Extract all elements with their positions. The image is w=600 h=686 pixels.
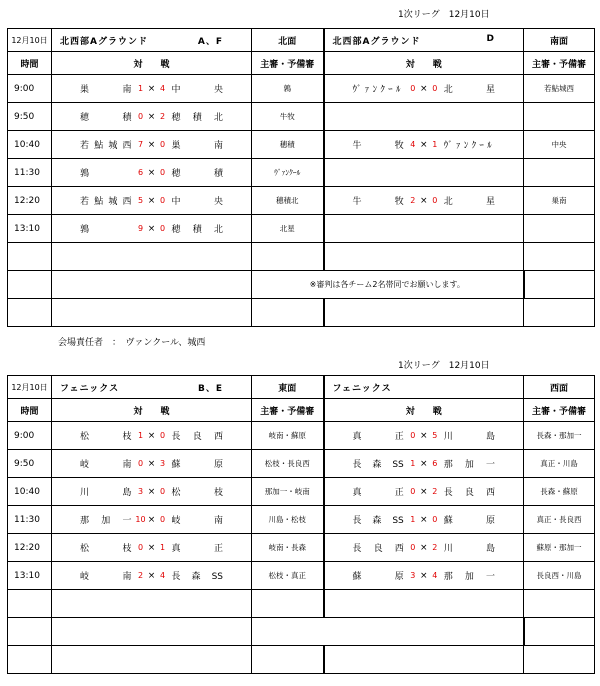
- match-row: [8, 422, 595, 450]
- score-b: 1: [432, 140, 438, 149]
- team-a: 川 島: [80, 488, 132, 498]
- score-a: 1: [410, 459, 416, 468]
- score-b: 2: [432, 487, 438, 496]
- score-a: 7: [137, 140, 144, 149]
- caption-2: 1次リーグ 12月10日: [398, 361, 490, 371]
- score-a: 4: [410, 140, 416, 149]
- team-a: 鶉: [80, 169, 90, 179]
- right-venue-name: フェニックス: [332, 383, 392, 394]
- score-b: 0: [159, 140, 166, 149]
- score-b: 0: [159, 196, 166, 205]
- referee-note: ※審判は各チーム2名帯同でお願いします。: [252, 271, 524, 299]
- match-header: 対 戦: [324, 399, 524, 422]
- team-a: 真 正: [352, 488, 404, 498]
- versus-mark: ×: [147, 195, 156, 206]
- versus-mark: ×: [147, 83, 156, 94]
- score-b: 2: [432, 543, 438, 552]
- team-b: 川 島: [443, 544, 495, 554]
- versus-mark: ×: [147, 514, 156, 525]
- versus-mark: ×: [147, 223, 156, 234]
- team-b: 長森SS: [171, 572, 223, 582]
- score-b: 0: [159, 515, 166, 524]
- match-header: 対 戦: [324, 52, 524, 75]
- right-referee-cell: 中央: [524, 131, 595, 159]
- left-match-cell: [52, 562, 252, 590]
- right-referee-cell: [524, 215, 595, 243]
- time-cell: 13:10: [8, 215, 52, 243]
- team-b: 中 央: [171, 85, 223, 95]
- score-b: 2: [159, 112, 166, 121]
- right-match-cell: [324, 159, 524, 187]
- score-a: 3: [137, 487, 144, 496]
- left-side-label: 東面: [252, 376, 324, 399]
- date-cell: 12月10日: [8, 376, 52, 399]
- score-b: 0: [159, 431, 166, 440]
- score-b: 0: [159, 168, 166, 177]
- left-courts: B、E: [197, 383, 223, 394]
- match-row: [8, 450, 595, 478]
- team-b: 穂 積: [171, 169, 223, 179]
- score-b: 4: [432, 571, 438, 580]
- score-b: 0: [432, 515, 438, 524]
- versus-mark: ×: [147, 458, 156, 469]
- right-match-cell: [324, 506, 524, 534]
- empty-row: [8, 590, 595, 618]
- right-referee-cell: 長良西・川島: [524, 562, 595, 590]
- score-a: 0: [410, 487, 416, 496]
- venue-manager: 会場責任者 ： ヴァンクール、城西: [58, 338, 206, 348]
- left-referee-cell: 北星: [252, 215, 324, 243]
- left-match-cell: [52, 506, 252, 534]
- versus-mark: ×: [147, 570, 156, 581]
- team-b: 松 枝: [171, 488, 223, 498]
- score-b: 1: [159, 543, 166, 552]
- team-a: 松 枝: [80, 432, 132, 442]
- team-b: 巣 南: [171, 141, 223, 151]
- time-cell: 9:50: [8, 103, 52, 131]
- empty-row: [8, 243, 595, 271]
- left-referee-cell: 那加一・岐南: [252, 478, 324, 506]
- score-a: 2: [137, 571, 144, 580]
- team-a: 鶉: [80, 225, 90, 235]
- team-a: 真 正: [352, 432, 404, 442]
- left-match-cell: [52, 422, 252, 450]
- versus-mark: ×: [147, 111, 156, 122]
- match-row: [8, 187, 595, 215]
- score-a: 2: [410, 196, 416, 205]
- left-courts: A、F: [197, 36, 223, 47]
- team-a: 若鮎城西: [80, 197, 132, 207]
- team-a: 穂 積: [80, 113, 132, 123]
- match-row: [8, 103, 595, 131]
- team-a: ｳﾞｧﾝｸｰﾙ: [352, 85, 404, 95]
- match-header: 対 戦: [52, 399, 252, 422]
- left-match-cell: [52, 534, 252, 562]
- team-a: 長良西: [352, 544, 404, 554]
- right-match-cell: [324, 450, 524, 478]
- versus-mark: ×: [147, 486, 156, 497]
- versus-mark: ×: [419, 195, 428, 206]
- time-cell: 9:50: [8, 450, 52, 478]
- referee-header: 主審・予備審: [252, 52, 324, 75]
- score-a: 1: [137, 431, 144, 440]
- right-match-cell: [324, 562, 524, 590]
- score-b: 0: [159, 487, 166, 496]
- team-a: 牛 牧: [352, 197, 404, 207]
- score-b: 0: [159, 224, 166, 233]
- team-a: 那加一: [80, 516, 132, 526]
- versus-mark: ×: [419, 83, 428, 94]
- team-b: 真 正: [171, 544, 223, 554]
- score-a: 0: [410, 84, 416, 93]
- right-referee-cell: [524, 103, 595, 131]
- score-a: 5: [137, 196, 144, 205]
- time-cell: 12:20: [8, 534, 52, 562]
- match-row: [8, 534, 595, 562]
- referee-header: 主審・予備審: [524, 52, 595, 75]
- date-cell: 12月10日: [8, 29, 52, 52]
- left-side-label: 北面: [252, 29, 324, 52]
- right-referee-cell: 巣南: [524, 187, 595, 215]
- match-row: [8, 506, 595, 534]
- right-match-cell: [324, 75, 524, 103]
- right-referee-cell: 真正・長良西: [524, 506, 595, 534]
- team-b: 長良西: [171, 432, 223, 442]
- team-a: 岐 南: [80, 460, 132, 470]
- team-a: 巣 南: [80, 85, 132, 95]
- score-a: 1: [137, 84, 144, 93]
- left-referee-cell: 岐南・長森: [252, 534, 324, 562]
- score-a: 0: [137, 543, 144, 552]
- match-header: 対 戦: [52, 52, 252, 75]
- match-row: [8, 215, 595, 243]
- versus-mark: ×: [147, 139, 156, 150]
- left-venue-name: フェニックス: [60, 383, 120, 394]
- right-match-cell: [324, 187, 524, 215]
- team-b: 那加一: [443, 460, 495, 470]
- team-b: ｳﾞｧﾝｸｰﾙ: [443, 141, 495, 151]
- time-cell: 9:00: [8, 422, 52, 450]
- referee-header: 主審・予備審: [252, 399, 324, 422]
- left-referee-cell: 川島・松枝: [252, 506, 324, 534]
- left-match-cell: [52, 103, 252, 131]
- time-cell: 12:20: [8, 187, 52, 215]
- score-b: 4: [159, 84, 166, 93]
- left-referee-cell: 松枝・真正: [252, 562, 324, 590]
- left-venue-header: [52, 29, 252, 52]
- versus-mark: ×: [147, 430, 156, 441]
- left-match-cell: [52, 131, 252, 159]
- left-match-cell: [52, 75, 252, 103]
- left-referee-cell: 鶉: [252, 75, 324, 103]
- time-header: 時間: [8, 399, 52, 422]
- time-cell: 11:30: [8, 159, 52, 187]
- left-match-cell: [52, 159, 252, 187]
- right-match-cell: [324, 422, 524, 450]
- right-referee-cell: [524, 159, 595, 187]
- score-a: 1: [410, 515, 416, 524]
- score-b: 0: [432, 84, 438, 93]
- team-b: 蘇 原: [443, 516, 495, 526]
- match-row: [8, 75, 595, 103]
- right-side-label: 西面: [524, 376, 595, 399]
- right-match-cell: [324, 215, 524, 243]
- team-b: 中 央: [171, 197, 223, 207]
- note-row: [8, 618, 595, 646]
- versus-mark: ×: [419, 570, 428, 581]
- right-referee-cell: 真正・川島: [524, 450, 595, 478]
- score-b: 4: [159, 571, 166, 580]
- right-courts: D: [486, 33, 495, 44]
- team-a: 蘇 原: [352, 572, 404, 582]
- team-b: 川 島: [443, 432, 495, 442]
- match-row: [8, 159, 595, 187]
- left-venue-header: [52, 376, 252, 399]
- versus-mark: ×: [419, 486, 428, 497]
- empty-row: [8, 646, 595, 674]
- score-a: 0: [410, 543, 416, 552]
- score-a: 0: [137, 459, 144, 468]
- team-b: 北 星: [443, 197, 495, 207]
- right-match-cell: [324, 103, 524, 131]
- right-venue-header: [324, 29, 524, 52]
- team-a: 牛 牧: [352, 141, 404, 151]
- schedule-table-north: [7, 28, 595, 327]
- left-referee-cell: 穂積: [252, 131, 324, 159]
- right-match-cell: [324, 534, 524, 562]
- time-header: 時間: [8, 52, 52, 75]
- team-a: 松 枝: [80, 544, 132, 554]
- team-a: 長森SS: [352, 460, 404, 470]
- left-referee-cell: 岐南・蘇原: [252, 422, 324, 450]
- left-match-cell: [52, 215, 252, 243]
- versus-mark: ×: [419, 139, 428, 150]
- left-referee-cell: 松枝・長良西: [252, 450, 324, 478]
- time-cell: 10:40: [8, 131, 52, 159]
- team-b: 穂積北: [171, 113, 223, 123]
- left-match-cell: [52, 187, 252, 215]
- empty-row: [8, 299, 595, 327]
- team-a: 岐 南: [80, 572, 132, 582]
- score-a: 0: [137, 112, 144, 121]
- right-referee-cell: 蘇原・那加一: [524, 534, 595, 562]
- time-cell: 11:30: [8, 506, 52, 534]
- right-venue-header: [324, 376, 524, 399]
- score-a: 9: [137, 224, 144, 233]
- match-row: [8, 131, 595, 159]
- versus-mark: ×: [419, 458, 428, 469]
- score-b: 0: [432, 196, 438, 205]
- team-a: 長森SS: [352, 516, 404, 526]
- score-a: 6: [137, 168, 144, 177]
- right-match-cell: [324, 131, 524, 159]
- caption-1: 1次リーグ 12月10日: [398, 10, 490, 20]
- score-a: 3: [410, 571, 416, 580]
- score-b: 3: [159, 459, 166, 468]
- versus-mark: ×: [419, 514, 428, 525]
- score-b: 5: [432, 431, 438, 440]
- left-referee-cell: 穂積北: [252, 187, 324, 215]
- score-b: 6: [432, 459, 438, 468]
- team-b: 那加一: [443, 572, 495, 582]
- match-row: [8, 562, 595, 590]
- score-a: 0: [410, 431, 416, 440]
- referee-header: 主審・予備審: [524, 399, 595, 422]
- time-cell: 10:40: [8, 478, 52, 506]
- note-row: [8, 271, 595, 299]
- versus-mark: ×: [147, 542, 156, 553]
- left-match-cell: [52, 478, 252, 506]
- time-cell: 9:00: [8, 75, 52, 103]
- right-match-cell: [324, 478, 524, 506]
- versus-mark: ×: [419, 430, 428, 441]
- time-cell: 13:10: [8, 562, 52, 590]
- schedule-table-phoenix: [7, 375, 595, 674]
- right-referee-cell: 若鮎城西: [524, 75, 595, 103]
- versus-mark: ×: [147, 167, 156, 178]
- team-b: 北 星: [443, 85, 495, 95]
- team-b: 長良西: [443, 488, 495, 498]
- match-row: [8, 478, 595, 506]
- team-b: 岐 南: [171, 516, 223, 526]
- left-match-cell: [52, 450, 252, 478]
- score-a: 10: [135, 515, 146, 524]
- right-referee-cell: 長森・蘇原: [524, 478, 595, 506]
- referee-note: [252, 618, 524, 646]
- left-referee-cell: ｳﾞｧﾝｸｰﾙ: [252, 159, 324, 187]
- right-side-label: 南面: [524, 29, 595, 52]
- left-referee-cell: 牛牧: [252, 103, 324, 131]
- team-a: 若鮎城西: [80, 141, 132, 151]
- right-venue-name: 北西部Aグラウンド: [332, 36, 421, 47]
- left-venue-name: 北西部Aグラウンド: [60, 36, 148, 47]
- right-referee-cell: 長森・那加一: [524, 422, 595, 450]
- versus-mark: ×: [419, 542, 428, 553]
- team-b: 蘇 原: [171, 460, 223, 470]
- team-b: 穂積北: [171, 225, 223, 235]
